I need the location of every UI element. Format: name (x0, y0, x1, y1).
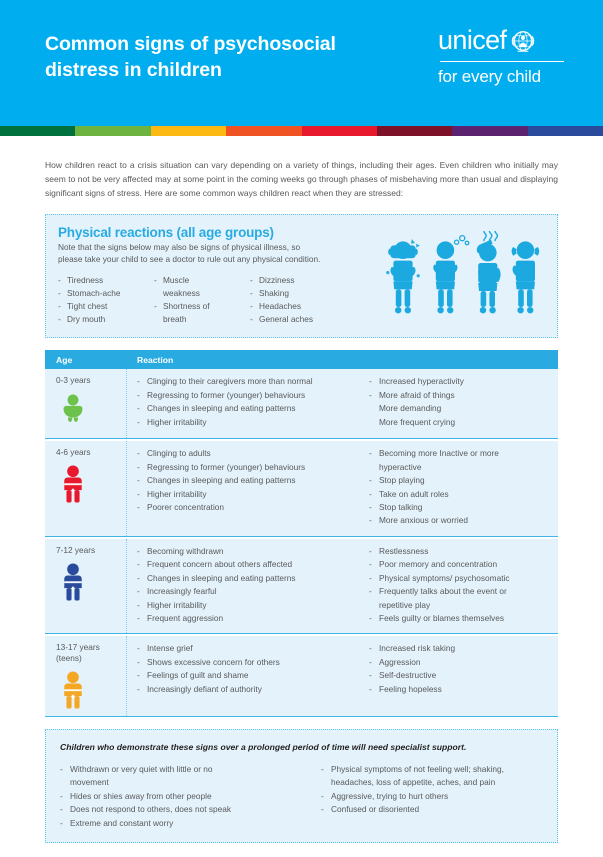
physical-reactions-box (45, 214, 558, 338)
list-item: - General aches (250, 313, 346, 326)
physical-reactions-title: Physical reactions (all age groups) (58, 225, 274, 241)
list-item: - Becoming withdrawn (137, 545, 359, 558)
list-item: - Physical symptoms of not feeling well; shaking, (321, 763, 543, 776)
list-item: - Higher irritability (137, 599, 359, 612)
list-item: - Aggressive, trying to hurt others (321, 790, 543, 803)
reaction-list-left (127, 545, 359, 626)
list-item: headaches, loss of appetite, aches, and pain (331, 777, 496, 788)
reaction-list-right (359, 447, 558, 528)
list-item: - Becoming more Inactive or more (369, 447, 558, 460)
list-item: - Shortness of (154, 300, 250, 313)
list-item: - Feels guilty or blames themselves (369, 612, 558, 625)
physical-reactions-note: Note that the signs below may also be signs of physical illness, so please take your child to see a doctor to rule out any physical condition. (58, 242, 321, 265)
reaction-list-left (127, 375, 359, 430)
list-item: hyperactive (379, 461, 422, 472)
list-item: - Restlessness (369, 545, 558, 558)
specialist-support-list-left (60, 763, 315, 830)
reaction-cell (127, 369, 558, 438)
list-item: - Stop playing (369, 474, 558, 487)
list-item: - Physical symptoms/ psychosomatic (369, 572, 558, 585)
stomach-ache-child-figure (512, 241, 540, 313)
table-row (45, 369, 558, 439)
age-cell (45, 369, 127, 438)
list-item: - Higher irritability (137, 488, 359, 501)
age-label: 0-3 years (56, 375, 91, 386)
list-item: - Higher irritability (137, 416, 359, 429)
physical-symptom-column-3 (250, 274, 346, 326)
list-item: - Self-destructive (369, 669, 558, 682)
page-title-line-2: distress in children (45, 58, 222, 81)
unicef-logo (438, 27, 566, 87)
table-row (45, 539, 558, 635)
list-item: weakness (163, 288, 200, 299)
child-figure-icon (56, 464, 90, 502)
table-row (45, 636, 558, 717)
feverish-child-figure (477, 240, 501, 314)
heat-waves (484, 231, 498, 241)
reaction-cell (127, 539, 558, 634)
age-cell (45, 636, 127, 716)
list-item: - Stomach-ache (58, 287, 154, 300)
list-item: - Regressing to former (younger) behaviours (137, 461, 359, 474)
list-item: - Aggression (369, 656, 558, 669)
list-item: - Dizziness (250, 274, 346, 287)
list-item: - Muscle (154, 274, 250, 287)
list-item: - Clinging to adults (137, 447, 359, 460)
color-strip-light-green (75, 126, 150, 136)
age-label: 4-6 years (56, 447, 91, 458)
list-item: - Clinging to their caregivers more than normal (137, 375, 359, 388)
reaction-cell (127, 441, 558, 536)
reaction-list-right (359, 642, 558, 708)
list-item: - Hides or shies away from other people (60, 790, 315, 803)
list-item: - Withdrawn or very quiet with little or no (60, 763, 315, 776)
color-strip-maroon (377, 126, 452, 136)
nauseous-child-figure (433, 241, 457, 313)
physical-symptom-column-2 (154, 274, 250, 326)
list-item: - Feeling hopeless (369, 683, 558, 696)
list-item: - Increased risk taking (369, 642, 558, 655)
page-header (0, 0, 603, 126)
crying-child-figure (388, 241, 418, 313)
brand-color-strip (0, 126, 603, 136)
list-item: - More anxious or worried (369, 514, 558, 527)
list-item: movement (70, 777, 109, 788)
age-reaction-table (45, 350, 558, 717)
list-item: - Extreme and constant worry (60, 817, 315, 830)
age-cell (45, 441, 127, 536)
table-row (45, 441, 558, 537)
list-item: - Headaches (250, 300, 346, 313)
list-item: - Increasingly defiant of authority (137, 683, 359, 696)
reaction-cell (127, 636, 558, 716)
color-strip-green (0, 126, 75, 136)
list-item: repetitive play (379, 599, 431, 610)
list-item: - Frequent aggression (137, 612, 359, 625)
column-header-reaction: Reaction (137, 354, 174, 365)
nausea-bubbles (455, 236, 469, 245)
color-strip-red (302, 126, 377, 136)
list-item: - Does not respond to others, does not speak (60, 803, 315, 816)
list-item: - Frequent concern about others affected (137, 558, 359, 571)
list-item: - Frequently talks about the event or (369, 585, 558, 598)
list-item: - Tiredness (58, 274, 154, 287)
list-item: - Changes in sleeping and eating patterns (137, 572, 359, 585)
list-item: - Changes in sleeping and eating patterns (137, 402, 359, 415)
age-label-secondary: (teens) (56, 653, 82, 664)
list-item: - Intense grief (137, 642, 359, 655)
intro-paragraph: How children react to a crisis situation can vary depending on a variety of things, including their ages. Even children who initially may seem to not be very affected may at some point in the coming weeks go through phases of misbehaving more than usual and displaying significant signs of stress. Here are some common ways children react when they are stressed: (45, 160, 558, 199)
page-title (45, 32, 375, 84)
list-item: - Regressing to former (younger) behaviours (137, 389, 359, 402)
reaction-list-left (127, 447, 359, 528)
specialist-support-title: Children who demonstrate these signs over a prolonged period of time will need specialist support. (60, 742, 467, 753)
list-item: - Increasingly fearful (137, 585, 359, 598)
column-header-age: Age (56, 354, 73, 365)
list-item: - Dry mouth (58, 313, 154, 326)
page-title-line-1: Common signs of psychosocial (45, 33, 336, 55)
reaction-list-left (127, 642, 359, 708)
youth-figure-icon (56, 562, 90, 600)
unicef-emblem-icon (510, 28, 536, 54)
list-item: - More afraid of things (369, 389, 558, 402)
color-strip-purple (452, 126, 527, 136)
list-item: More frequent crying (379, 416, 456, 427)
unicef-tagline: for every child (438, 67, 541, 86)
baby-figure-icon (56, 392, 90, 430)
list-item: - Take on adult roles (369, 488, 558, 501)
specialist-support-list-right (315, 763, 543, 830)
color-strip-blue (528, 126, 603, 136)
physical-reaction-figures (383, 231, 543, 323)
list-item: - Poorer concentration (137, 501, 359, 514)
logo-divider (440, 61, 564, 62)
specialist-support-columns (60, 763, 543, 830)
age-label: 7-12 years (56, 544, 96, 555)
list-item: - Feelings of guilt and shame (137, 669, 359, 682)
list-item: - Confused or disoriented (321, 803, 543, 816)
list-item: - Increased hyperactivity (369, 375, 558, 388)
color-strip-yellow (151, 126, 226, 136)
teen-figure-icon (56, 670, 90, 708)
list-item: breath (163, 314, 187, 325)
color-strip-orange (226, 126, 301, 136)
physical-symptom-columns (58, 274, 348, 326)
list-item: - Changes in sleeping and eating patterns (137, 474, 359, 487)
physical-symptom-column-1 (58, 274, 154, 326)
list-item: More demanding (379, 403, 442, 414)
unicef-wordmark: unicef (438, 25, 507, 55)
table-header-row (45, 350, 558, 369)
age-cell (45, 539, 127, 634)
specialist-support-box (45, 729, 558, 843)
list-item: - Shaking (250, 287, 346, 300)
age-label: 13-17 years (56, 642, 100, 653)
list-item: - Shows excessive concern for others (137, 656, 359, 669)
reaction-list-right (359, 375, 558, 430)
list-item: - Stop talking (369, 501, 558, 514)
list-item: - Poor memory and concentration (369, 558, 558, 571)
reaction-list-right (359, 545, 558, 626)
list-item: - Tight chest (58, 300, 154, 313)
